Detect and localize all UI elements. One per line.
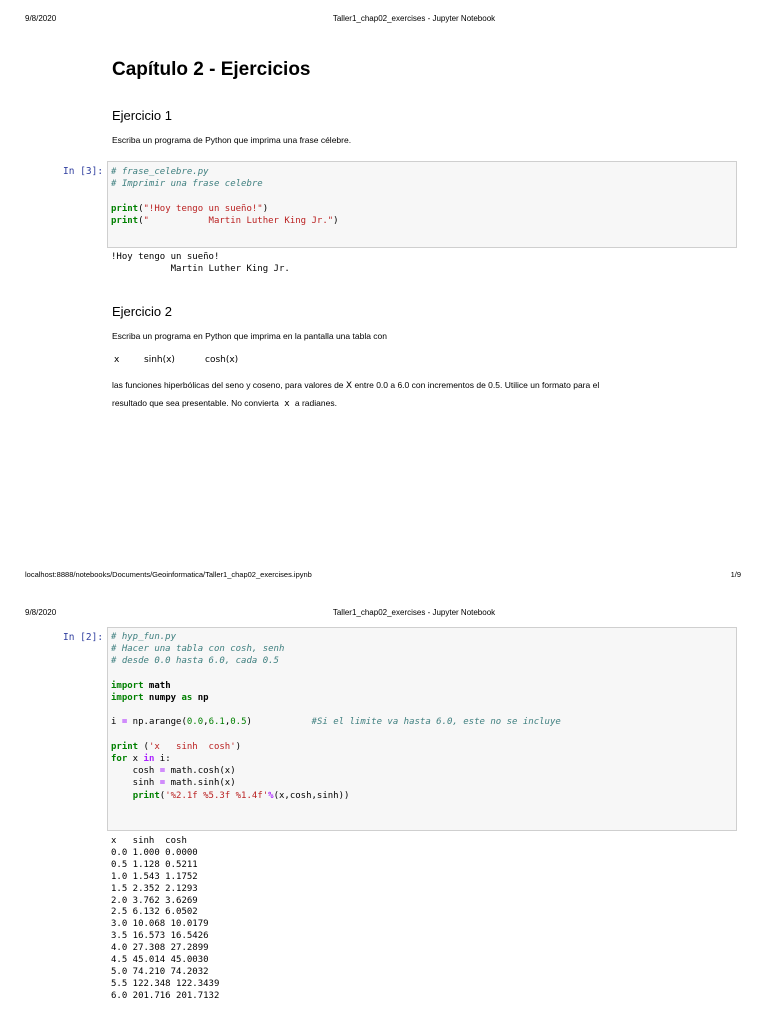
code-comment: #Si el limite va hasta 6.0, este no se incluye xyxy=(311,717,561,728)
exercise-2-text: Escriba un programa en Python que imprima en la pantalla una tabla con xyxy=(112,331,388,341)
exercise-2-heading: Ejercicio 2 xyxy=(112,304,172,319)
text-span: entre 0.0 a 6.0 con incrementos de 0.5. Utilice un formato para el xyxy=(354,380,600,390)
code-token: ) xyxy=(246,717,252,728)
code-comment: # Imprimir una frase celebre xyxy=(111,179,263,190)
code-token: np.arange( xyxy=(127,717,187,728)
code-token: ( xyxy=(159,790,166,801)
print-header-title: Taller1_chap02_exercises - Jupyter Notebook xyxy=(332,608,496,617)
text-span: resultado que sea presentable. No convierta xyxy=(112,398,279,408)
code-keyword: import xyxy=(111,680,144,691)
exercise-2-description xyxy=(112,377,712,413)
code-token xyxy=(111,791,133,801)
formula-x: x xyxy=(114,355,120,365)
code-token: ( xyxy=(138,203,144,214)
print-header-date: 9/8/2020 xyxy=(25,608,57,617)
code-token: x xyxy=(127,754,144,765)
math-var: x xyxy=(284,399,290,409)
code-token: ( xyxy=(138,741,149,752)
print-page-2 xyxy=(0,600,768,1024)
code-keyword: print xyxy=(111,741,139,752)
code-keyword: import xyxy=(111,693,144,704)
print-footer-page: 1/9 xyxy=(730,570,741,579)
code-token: (x,cosh,sinh)) xyxy=(273,790,350,801)
cell-output: x sinh cosh 0.0 1.000 0.0000 0.5 1.128 0.5211 1.0 1.543 1.1752 1.5 2.352 2.1293 2.0 3.762 3.6269 2.5 6.132 6.0502 3.0 10.068 10.0179 3.5 16.573 16.5426 4.0 27.308 27.2899 4.5 45.014 45.0030 5.0 74.210 74.2032 5.5 122.348 122.3439 6.0 201.716 201.7132 xyxy=(111,836,220,1001)
code-token: cosh xyxy=(111,766,160,777)
notebook-title: Capítulo 2 - Ejercicios xyxy=(112,59,311,80)
code-keyword: as xyxy=(181,693,193,704)
code-cell-source[interactable] xyxy=(111,631,561,802)
math-var: X xyxy=(345,381,353,391)
code-comment: # desde 0.0 hasta 6.0, cada 0.5 xyxy=(111,656,279,667)
code-token: i: xyxy=(154,754,171,765)
code-keyword: print xyxy=(111,215,139,226)
exercise-1-heading: Ejercicio 1 xyxy=(112,108,172,123)
code-token: math.sinh(x) xyxy=(165,778,236,789)
code-number: 0.5 xyxy=(230,717,247,728)
print-footer-url: localhost:8888/notebooks/Documents/Geoinformatica/Taller1_chap02_exercises.ipynb xyxy=(25,570,312,579)
code-operator: = xyxy=(159,778,166,789)
code-number: 6.1 xyxy=(208,717,225,728)
code-token: , xyxy=(224,717,231,728)
code-token: sinh xyxy=(111,778,160,789)
code-string: "!Hoy tengo un sueño!" xyxy=(143,203,263,214)
code-comment: # Hacer una tabla con cosh, senh xyxy=(111,644,285,655)
cell-prompt: In [3]: xyxy=(63,166,104,177)
code-token: numpy xyxy=(143,693,182,704)
code-token: ) xyxy=(333,215,339,226)
code-operator: = xyxy=(121,717,128,728)
print-header-title: Taller1_chap02_exercises - Jupyter Notebook xyxy=(332,14,496,23)
code-token: ( xyxy=(138,215,144,226)
code-keyword: print xyxy=(132,790,160,801)
code-token: math.cosh(x) xyxy=(165,766,236,777)
text-span: a radianes. xyxy=(294,398,337,408)
code-token: ) xyxy=(262,203,269,214)
code-keyword: print xyxy=(111,203,139,214)
code-string: 'x sinh cosh' xyxy=(148,741,236,752)
code-token: ) xyxy=(235,741,242,752)
code-operator: in xyxy=(143,754,155,765)
code-token: math xyxy=(143,680,171,691)
exercise-1-text: Escriba un programa de Python que imprima una frase célebre. xyxy=(112,135,352,145)
code-cell-source[interactable] xyxy=(111,166,339,227)
cell-output: !Hoy tengo un sueño! Martin Luther King Jr. xyxy=(111,252,290,274)
code-token: np xyxy=(192,693,209,704)
code-comment: # hyp_fun.py xyxy=(111,632,177,642)
formula-sinh: sinh(x) xyxy=(144,355,175,365)
code-token: , xyxy=(203,717,209,728)
text-span: las funciones hiperbólicas del seno y coseno, para valores de xyxy=(112,380,344,390)
code-comment: # frase_celebre.py xyxy=(111,167,209,177)
code-keyword: for xyxy=(111,754,128,765)
code-string: '%2.1f %5.3f %1.4f' xyxy=(165,790,269,801)
code-operator: = xyxy=(159,766,166,777)
code-number: 0.0 xyxy=(186,717,204,728)
code-operator: % xyxy=(268,790,274,801)
code-string: " Martin Luther King Jr." xyxy=(143,215,334,226)
print-header-date: 9/8/2020 xyxy=(25,14,57,23)
cell-prompt: In [2]: xyxy=(63,632,104,643)
code-token: i xyxy=(111,717,122,728)
formula-cosh: cosh(x) xyxy=(205,355,239,365)
